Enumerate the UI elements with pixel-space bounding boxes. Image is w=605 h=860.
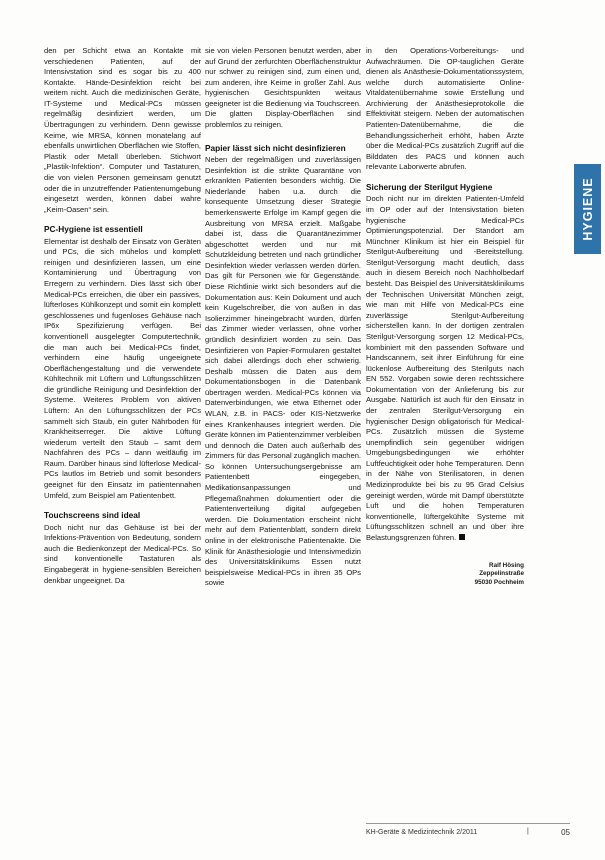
footer-rule <box>366 823 570 824</box>
end-of-article-mark <box>459 534 465 540</box>
author-block <box>366 562 524 588</box>
author-place: 95030 Pochheim <box>474 578 524 586</box>
section-heading: Sicherung der Sterilgut Hygiene <box>366 181 493 192</box>
paragraph: in den Operations-Vorbereitungs- und Aufwachräumen. Die OP-tauglichen Geräte dienen als Anästhesie-Dokumentationssystem, welche durch automatisierte Online-Vitaldatenübernahme sowie Erstellung und Archivierung der Anästhesieprotokolle die Effektivität steigern. Neben der automatischen Patienten-Datenübernahme, die die Behandlungssicherheit erhöht, haben Ärzte über die Medical-PCs zusätzlich Zugriff auf die Bilddaten des PACS und können auch relevante Laborwerte abrufen. <box>366 46 524 172</box>
paragraph: sie von vielen Personen benutzt werden, aber auf Grund der zerfurchten Oberflächenstruktur nur schwer zu reinigen sind, zum einen und, zum anderen, ihre Keime in großer Zahl. Aus hygienischen Gesichtspunkten weitaus geeigneter ist die Bedienung via Touchscreen. Die glatten Display-Oberflächen sind problemlos zu reinigen. <box>205 46 361 130</box>
paragraph: den per Schicht etwa an Kontakte mit verschiedenen Patienten, auf der Intensivstation sind es sogar bis zu 400 Kontakte. Hände-Desinfektion reicht bei weitem nicht. Auch die medizinischen Geräte, IT-Systeme und Medical-PCs müssen regelmäßig desinfiziert werden, um Übertragungen zu verhindern. Denn gewisse Keime, wie MRSA, können monatelang auf ebenfalls unwirtlichen Oberflächen wie Stoffen, Plastik oder Metall überleben. Stichwort „Plastik-Infektion“. Computer und Tastaturen, die von vielen Personen gemeinsam genutzt oder die in unzutreffender Patientenumgebung eingesetzt werden, können dabei wahre „Keim-Oasen“ sein. <box>44 46 201 214</box>
text-column-1 <box>44 46 201 586</box>
author-name: Ralf Hösing <box>489 561 524 569</box>
text-column-2 <box>205 46 361 589</box>
section-heading: Touchscreens sind ideal <box>44 510 141 521</box>
section-tab-label: HYGIENE <box>580 177 595 241</box>
footer-publication: KH-Geräte & Medizintechnik 2/2011 <box>366 829 478 836</box>
text-column-3 <box>366 46 524 587</box>
section-heading: PC-Hygiene ist essentiell <box>44 224 143 235</box>
author-org: Zeppelinstraße <box>479 570 524 578</box>
footer-separator: | <box>527 828 529 835</box>
paragraph-final <box>366 194 524 543</box>
paragraph: Doch nicht nur das Gehäuse ist bei der Infektions-Prävention von Bedeutung, sondern auch die Bedienkonzept der Medical-PCs. So sind konventionelle Tastaturen als Eingabegerät in hygiene-sensiblen Bereichen denkbar ungeeignet. Da <box>44 522 201 585</box>
paragraph-text: Doch nicht nur im direkten Patienten-Umfeld im OP oder auf der Intensivstation bieten hygienische Medical-PCs Optimierungspotenzial. Der Standort am Münchner Klinikum ist hier ein Beispiel für Sterilgut-Aufbereitung und -Bereitstellung. Sterilgut-Versorgung macht deutlich, dass auch in diesem Bereich noch Nachholbedarf besteht. Das Beispiel des Universitätsklinikums der Technischen Universität München zeigt, wie man mit Hilfe von Medical-PCs eine zuverlässige Sterilgut-Aufbereitung sicherstellen kann. In der dortigen zentralen Sterilgut-Versorgung sorgen 12 Medical-PCs, kombiniert mit den passenden Software und Handscannern, seit ihrer Einführung für eine lückenlose Aufbereitung des Sterilguts nach EN 552. Vorgaben sowie deren rechtssichere Dokumentation von der Anlieferung bis zur Ausgabe. Natürlich ist auch für den Einsatz in der zentralen Sterilgut-Versorgung ein hygienischer Design obligatorisch für Medical-PCs. Zusätzlich müssen die Systeme unempfindlich sein gegenüber widrigen Umgebungsbedingungen wie erhöhter Luftfeuchtigkeit oder hohe Temperaturen. Denn in der Nähe von Sterilisatoren, in denen Medizinprodukte bei bis zu 95 Grad Celsius gereinigt werden, würde mit Dampf überstützte Luft und die hohen Temperaturen konventionelle, lüftergekühlte Systeme mit Lüftungsschlitzen schnell an und über ihre Belastungsgrenzen führen. <box>366 194 524 542</box>
section-tab <box>574 164 601 254</box>
section-heading: Papier lässt sich nicht desinfizieren <box>205 142 346 153</box>
paragraph: Elementar ist deshalb der Einsatz von Geräten und PCs, die sich mühelos und komplett reinigen und desinfizieren lassen, um eine Kontaminierung und Übertragung von Erregern zu verhindern. Dies lässt sich über Medical-PCs erreichen, die über ein passives, lüfterloses Kühlkonzept und somit ein komplett geschlossenes und fugenloses Gehäuse nach IP6x Spezifizierung verfügen. Bei konventionell ausgelegter Computertechnik, die man auch bei Medical-PCs findet, verhindern eine häufig ungeeignete Oberflächengestaltung und die verwendete Kühltechnik mit Lüftern und Lüftungsschlitzen die gründliche Reinigung und Desinfektion der Systeme. Weiteres Problem von aktiven Lüftern: An den Lüftungsschlitzen der PCs sammelt sich Staub, ein guter Nährboden für Krankheitserreger. Die aktive Lüftung wiederum verteilt den Staub – samt dem Nachfahren des PCs – dann weitläufig im Raum. Darüber hinaus sind lüfterlose Medical-PCs lautlos im Betrieb und somit besonders geeignet für den Einsatz im patientennahen Umfeld, zum Beispiel am Patientenbett. <box>44 236 201 500</box>
paragraph: Neben der regelmäßigen und zuverlässigen Desinfektion ist die strikte Quarantäne von erkrankten Patienten besonders wichtig. Die Niederlande haben u.a. durch die konsequente Umsetzung dieser Strategie bemerkenswerte Erfolge im Kampf gegen die Ausbreitung von MRSA erzielt. Maßgabe dabei ist, dass die Quarantänezimmer abgeschottet werden und nur mit Schutzkleidung betreten und nach gründlicher Desinfektion wieder verlassen werden dürfen. Das gilt für Personen wie für Gegenstände. Diese Richtlinie wirkt sich besonders auf die Dokumentation aus: Kein Dokument und auch kein Kugelschreiber, die von außen in das Isolierzimmer hineingebracht wurden, dürfen das Zimmer wieder verlassen, ohne vorher gründlich desinfiziert worden zu sein. Das Desinfizieren von Papier-Formularen gestaltet sich dabei allerdings doch eher schwierig. Deshalb müssen die Daten aus dem Dokumentationsbogen in die Datenbank übertragen werden. Medical-PCs können via Datenverbindungen, wie etwa Ethernet oder WLAN, z.B. in PACS- oder KIS-Netzwerke eines Krankenhauses integriert werden. Die Geräte können im Patientenzimmer verbleiben und dennoch die Daten auch außerhalb des Zimmers für das Personal zugänglich machen. So können Untersuchungsergebnisse am Patientenbett eingegeben, Medikationsanpassungen und Pflegemaßnahmen dokumentiert oder die Patientenverteilung digital aufgegeben werden. Die Dokumentation erscheint nicht mehr auf dem Patientenblatt, sondern direkt online in der elektronische Patientenakte. Die Klinik für Anästhesiologie und Intensivmedizin des Universitätsklinikums Essen nutzt beispielsweise Medical-PCs in ihren 35 OPs sowie <box>205 155 361 588</box>
page-number: 05 <box>561 828 570 837</box>
